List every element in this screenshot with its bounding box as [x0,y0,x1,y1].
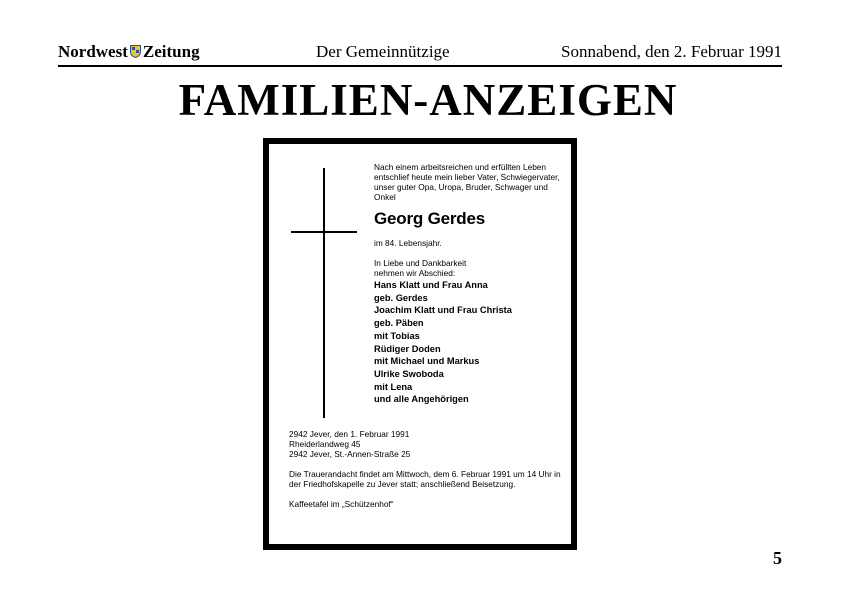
mourner-line: mit Lena [374,381,413,392]
address-block [289,429,561,459]
obituary-notice [263,138,577,550]
mourner-line: und alle Angehörigen [374,394,469,405]
mourner-line: mit Tobias [374,330,420,341]
address-line: 2942 Jever, den 1. Februar 1991 [289,429,410,439]
page-title: FAMILIEN-ANZEIGEN [178,75,678,125]
mourner-line: Rüdiger Doden [374,343,441,354]
mourner-line: Joachim Klatt und Frau Christa [374,305,512,316]
mourner-line: mit Michael und Markus [374,356,480,367]
mourners-list [374,279,564,406]
header-rule [58,65,782,67]
newspaper-header [58,42,782,64]
obituary-text-column [374,162,564,406]
mourner-line: geb. Gerdes [374,292,428,303]
mourning-line: In Liebe und Dankbarkeit [374,258,467,268]
mourner-line: Ulrike Swoboda [374,368,444,379]
mourning-statement [374,258,564,278]
coffee-reception-note: Kaffeetafel im „Schützenhof“ [289,499,394,509]
cross-horizontal-bar [291,231,357,233]
address-line: 2942 Jever, St.-Annen-Straße 25 [289,449,411,459]
issue-date: Sonnabend, den 2. Februar 1991 [561,42,782,61]
brand-name-left: Nordwest [58,42,128,61]
newspaper-brand [58,42,200,62]
deceased-name: Georg Gerdes [374,209,485,228]
obituary-footer [289,429,561,509]
mourner-line: Hans Klatt und Frau Anna [374,280,488,290]
mourner-line: geb. Päben [374,318,424,329]
brand-name-right: Zeitung [142,42,200,61]
page-number: 5 [773,548,782,568]
address-line: Rheiderlandweg 45 [289,439,361,449]
obituary-intro: Nach einem arbeitsreichen und erfüllten Leben entschlief heute mein lieber Vater, Schwiegervater, unser guter Opa, Uropa, Bruder, Schwager und Onkel [374,162,560,202]
section-name: Der Gemeinnützige [316,42,450,61]
funeral-service-note: Die Trauerandacht findet am Mittwoch, dem 6. Februar 1991 um 14 Uhr in der Friedhofskapelle zu Jever statt; anschließend Beisetzung. [289,469,561,489]
newspaper-crest-icon [130,43,141,56]
deceased-age: im 84. Lebensjahr. [374,238,442,248]
mourning-line: nehmen wir Abschied: [374,268,456,278]
cross-vertical-bar [323,168,325,418]
